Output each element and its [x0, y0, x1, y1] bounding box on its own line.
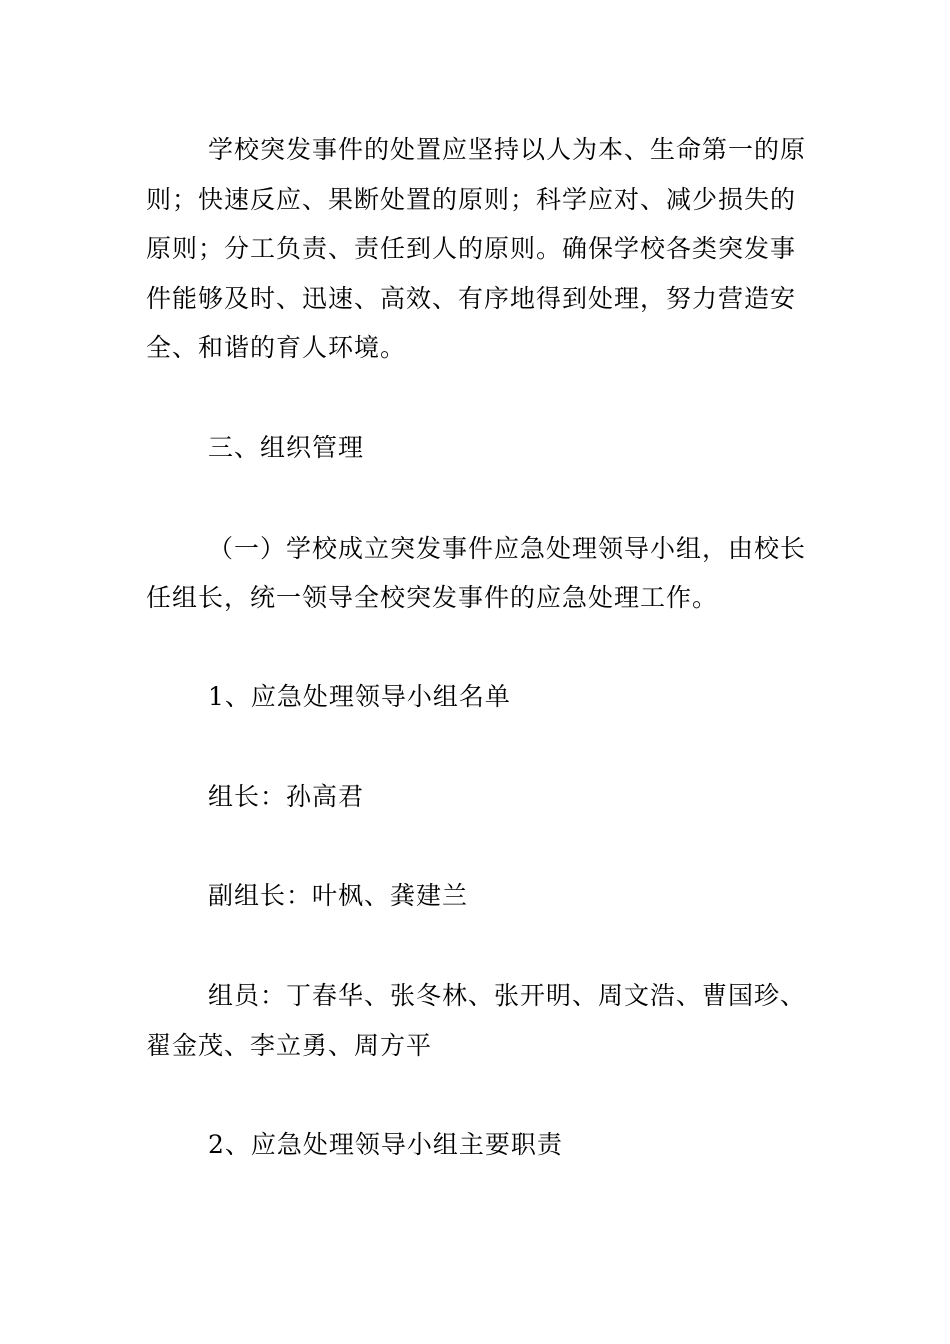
paragraph-line: 件能够及时、迅速、高效、有序地得到处理，努力营造安 — [146, 284, 797, 313]
item-heading: 2、应急处理领导小组主要职责 — [208, 1130, 563, 1159]
paragraph-line: 任组长，统一领导全校突发事件的应急处理工作。 — [146, 583, 719, 612]
members-line: 翟金茂、李立勇、周方平 — [146, 1031, 433, 1060]
leader-line: 组长：孙高君 — [208, 782, 365, 811]
paragraph-line: 全、和谐的育人环境。 — [146, 333, 407, 362]
paragraph-line: 原则；分工负责、责任到人的原则。确保学校各类突发事 — [146, 234, 797, 263]
section-heading: 三、组织管理 — [208, 433, 365, 462]
members-line: 组员：丁春华、张冬林、张开明、周文浩、曹国珍、 — [208, 981, 807, 1010]
deputy-leader-line: 副组长：叶枫、龚建兰 — [208, 881, 469, 910]
paragraph-line: 则；快速反应、果断处置的原则；科学应对、减少损失的 — [146, 185, 797, 214]
item-heading: 1、应急处理领导小组名单 — [208, 682, 511, 711]
paragraph-line: （一）学校成立突发事件应急处理领导小组，由校长 — [208, 534, 807, 563]
paragraph-line: 学校突发事件的处置应坚持以人为本、生命第一的原 — [208, 135, 807, 164]
